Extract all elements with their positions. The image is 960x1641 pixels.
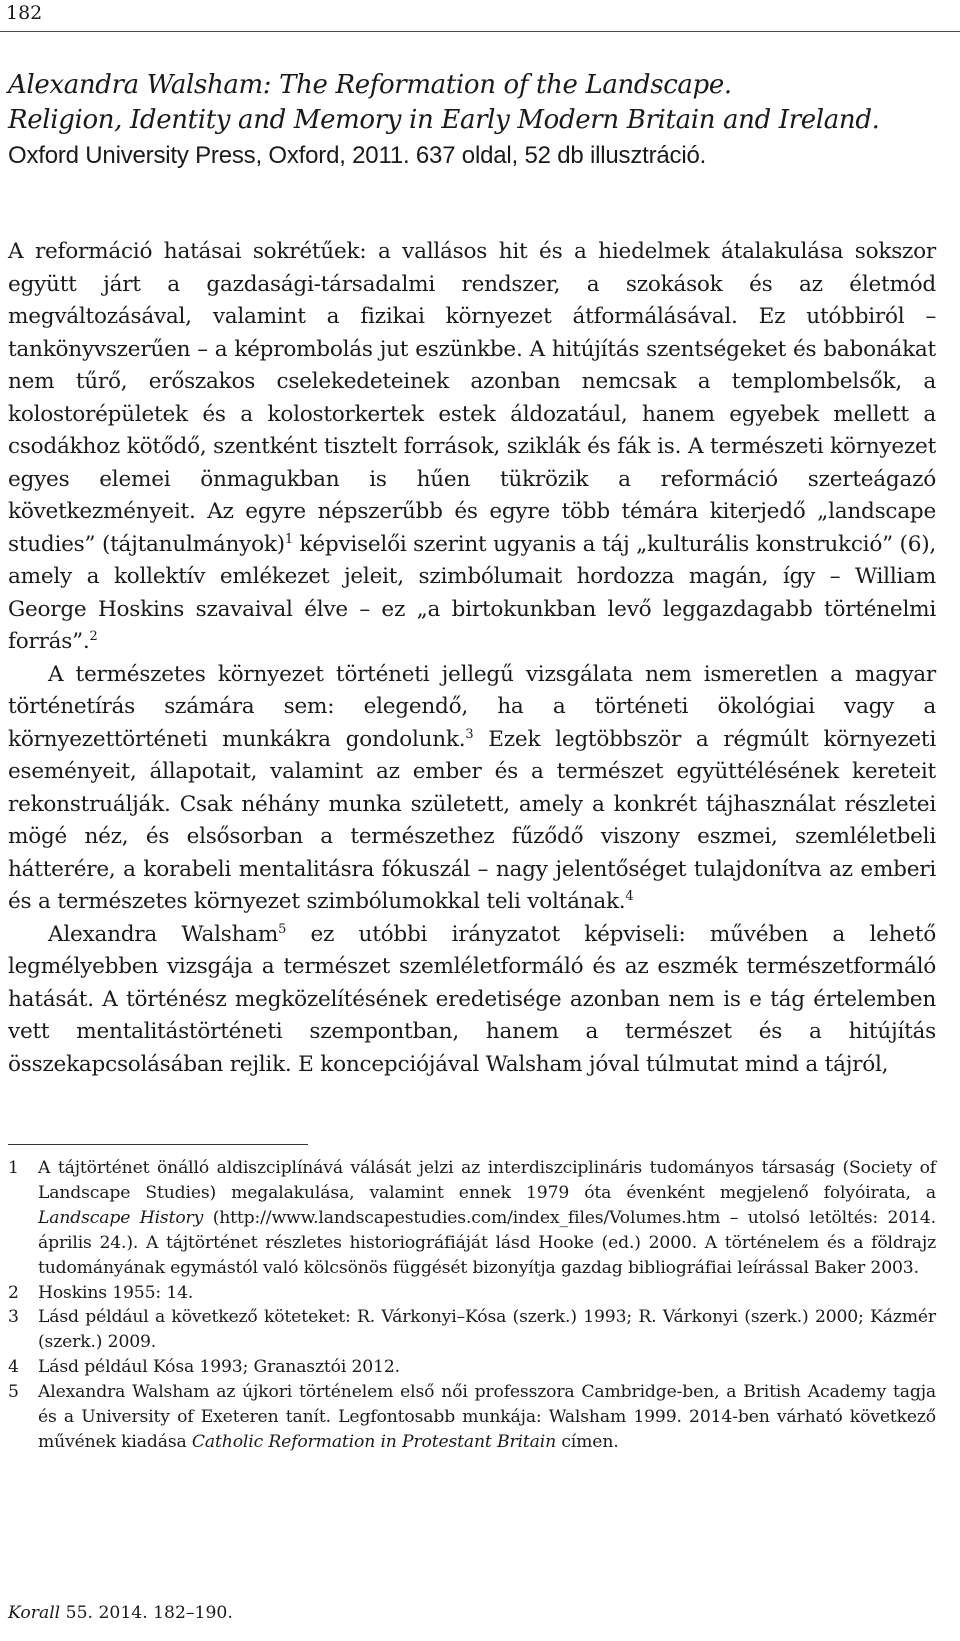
footnote-ref-4: 4 <box>625 888 634 904</box>
footnote-1 <box>8 1156 936 1281</box>
paragraph-1-text-a: A reformáció hatásai sokrétűek: a vallásos hit és a hiedelmek átalakulása sokszor együtt járt a gazdasági-társadalmi rendszer, a szokások és az életmód megváltozásával, valamint a fizikai környezet átformálásával. Ez utóbbiról – tankönyvszerűen – a képrombolás jut eszünkbe. A hitújítás szentségeket és babonákat nem tűrő, erőszakos cselekedeteinek azonban nemcsak a templombelsők, a kolostorépületek és a kolostorkertek estek áldozatául, hanem egyebek mellett a csodákhoz kötődő, szentként tisztelt források, sziklák és fák is. A természeti környezet egyes elemei önmagukban is hűen tükrözik a reformáció szerteágazó következményeit. Az egyre népszerűbb és egyre több témára kiterjedő „landscape studies” (tájtanulmányok) <box>8 239 936 557</box>
footnote-text <box>38 1156 936 1281</box>
footnote-ref-2: 2 <box>89 628 98 644</box>
footnote-2 <box>8 1281 936 1306</box>
footnotes <box>8 1156 936 1455</box>
journal-citation <box>8 1601 233 1625</box>
book-title-line-1: Alexandra Walsham: The Reformation of the Landscape. <box>8 70 732 100</box>
book-title: Catholic Reformation in Protestant Britain <box>191 1431 557 1452</box>
footnote-number: 3 <box>8 1307 19 1328</box>
footnote-number: 5 <box>8 1382 19 1403</box>
footnote-text-a: A tájtörténet önálló aldiszciplínává válását jelzi az interdiszciplináris tudományos társaság (Society of Landscape Studies) megalakulása, valamint ennek 1979 óta évenként megjelenő folyóirata, a <box>38 1158 936 1203</box>
footnote-number: 1 <box>8 1158 19 1178</box>
footnote-text <box>38 1380 936 1455</box>
header-rule <box>0 31 960 32</box>
footnote-text-b: (http://www.landscapestudies.com/index_files/Volumes.htm – utolsó letöltés: 2014. április 24.). A tájtörténet részletes historiográfiáját lásd Hooke (ed.) 2000. A történelem és a földrajz tudományának egymástól való kölcsönös függését bizonyítja gazdag bibliográfiai leírással Baker 2003. <box>38 1207 936 1278</box>
footnote-ref-1: 1 <box>284 531 293 547</box>
footnote-ref-5: 5 <box>278 921 287 937</box>
footnote-number: 4 <box>8 1357 19 1378</box>
book-title-line-2: Religion, Identity and Memory in Early Modern Britain and Ireland. <box>8 105 880 135</box>
paragraph-2-text-a: A természetes környezet történeti jellegű vizsgálata nem ismeretlen a magyar történetírás számára sem: elegendő, ha a történeti ökológiai vagy a környezettörténeti munkákra gondolunk. <box>8 661 936 752</box>
journal-issue: 55. 2014. 182–190. <box>60 1603 233 1623</box>
paragraph-2-text-b: Ezek legtöbbször a régmúlt környezeti eseményeit, állapotait, valamint az ember és a természet együttélésének kereteit rekonstruálják. Csak néhány munka született, amely a konkrét tájhasználat részletei mögé néz, és elsősorban a természethez fűződő viszony eszmei, szemléletbeli hátterére, a korabeli mentalitásra fókuszál – nagy jelentőséget tulajdonítva az emberi és a természetes környezet szimbólumokkal teli voltának. <box>8 726 936 914</box>
paragraph-2 <box>8 659 936 919</box>
review-heading <box>8 68 938 174</box>
paragraph-3-text-b: ez utóbbi irányzatot képviseli: művében a lehető legmélyebben vizsgája a természet szemléletformáló és az eszmék természetformáló hatását. A történész megközelítésének eredetisége azonban nem is e tág értelemben vett mentalitástörténeti szempontban, hanem a természet és a hitújítás összekapcsolásában rejlik. E koncepciójával Walsham jóval túlmutat mind a tájról, <box>8 921 936 1077</box>
footnote-4 <box>8 1355 936 1380</box>
footnote-text: Hoskins 1955: 14. <box>38 1282 194 1303</box>
paragraph-3-text-a: Alexandra Walsham <box>48 921 279 947</box>
footnote-5 <box>8 1380 936 1455</box>
paragraph-1 <box>8 236 936 659</box>
journal-name: Korall <box>8 1603 61 1623</box>
footnote-number: 2 <box>8 1282 19 1303</box>
journal-title: Landscape History <box>38 1207 204 1228</box>
footnote-text-b: címen. <box>556 1431 619 1452</box>
publication-info: Oxford University Press, Oxford, 2011. 637 oldal, 52 db illusztráció. <box>8 142 707 169</box>
footnote-text-a: Alexandra Walsham az újkori történelem első női professzora Cambridge-ben, a British Academy tagja és a University of Exeteren tanít. Legfontosabb munkája: Walsham 1999. 2014-ben várható következő művének kiadása <box>38 1382 936 1452</box>
paragraph-3 <box>8 919 936 1082</box>
paragraph-1-text-b: képviselői szerint ugyanis a táj „kulturális konstrukció” (6), amely a kollektív emlékezet jeleit, szimbólumait hordozza magán, így – William George Hoskins szavaival élve – ez „a birtokunkban levő leggazdagabb történelmi forrás”. <box>8 531 936 654</box>
footnote-3 <box>8 1305 936 1355</box>
page-number: 182 <box>6 2 43 24</box>
footnote-text: Lásd például a következő köteteket: R. Várkonyi–Kósa (szerk.) 1993; R. Várkonyi (szerk.) 2000; Kázmér (szerk.) 2009. <box>38 1307 936 1353</box>
footnote-text: Lásd például Kósa 1993; Granasztói 2012. <box>38 1357 400 1378</box>
body-text <box>8 236 936 1081</box>
footnote-separator <box>8 1144 308 1145</box>
footnote-ref-3: 3 <box>465 726 474 742</box>
